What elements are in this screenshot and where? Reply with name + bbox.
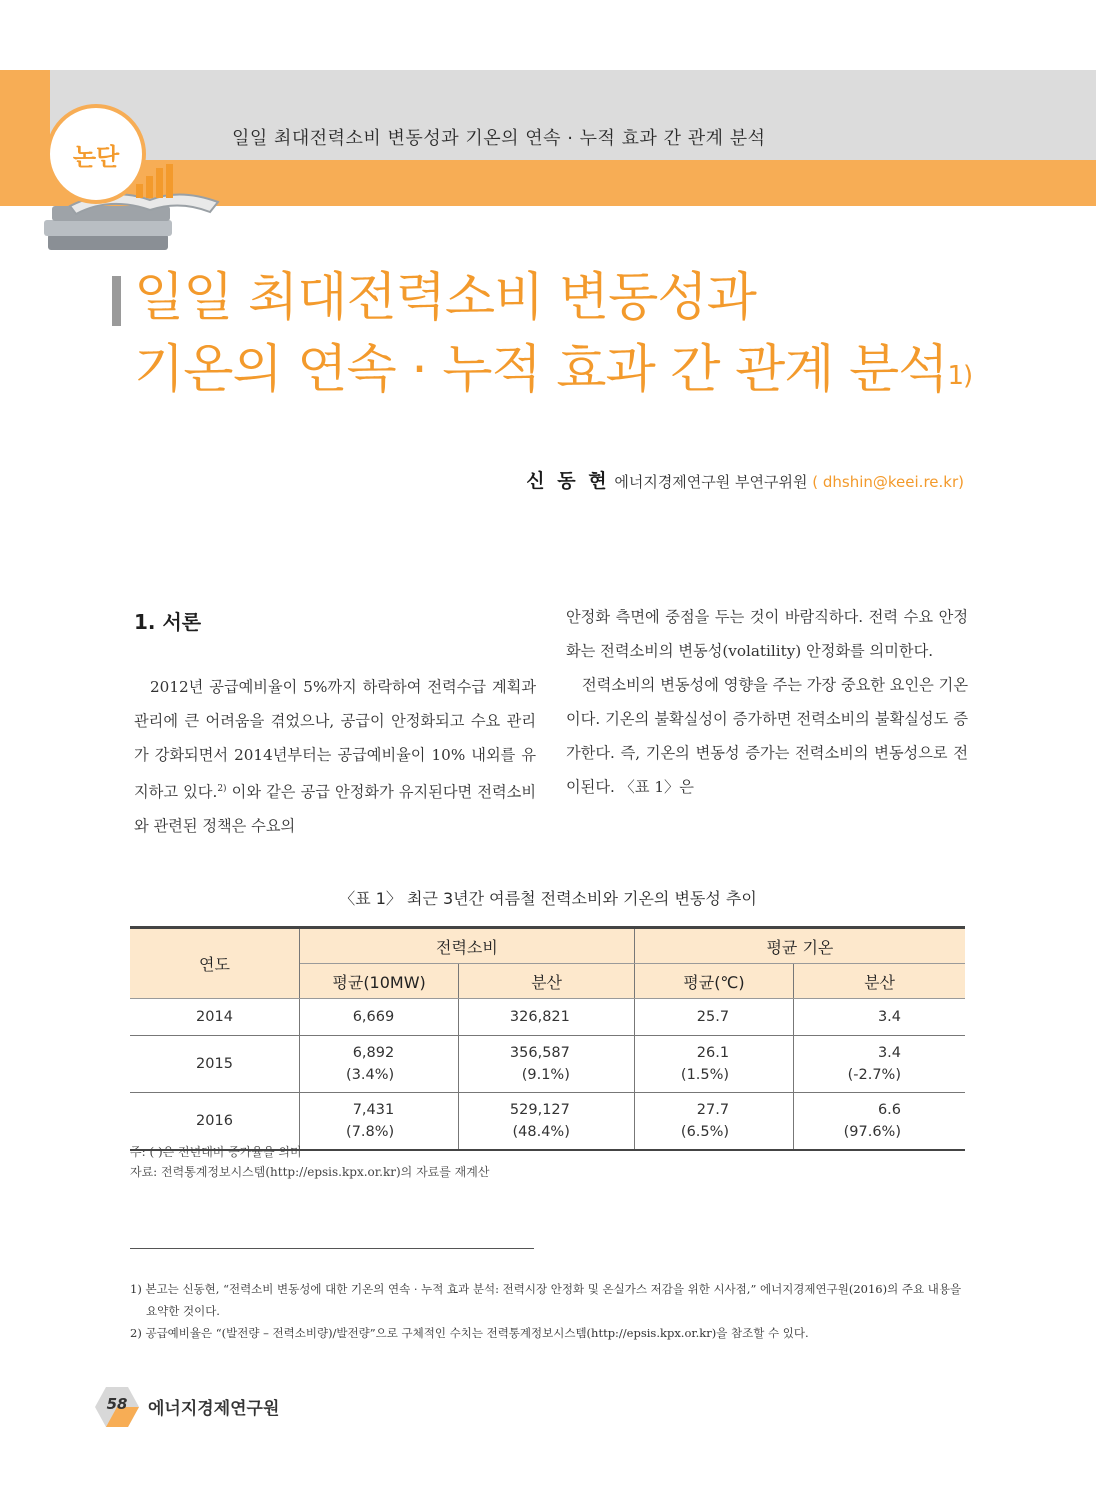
cell-value: 3.4 <box>877 1009 901 1025</box>
cell-change: (97.6%) <box>843 1124 901 1140</box>
body-column-right <box>566 600 968 804</box>
value-cell <box>794 1036 965 1093</box>
title-accent-bar <box>112 276 121 326</box>
subheader-temp-variance: 분산 <box>794 964 965 999</box>
cell-value: 529,127 <box>509 1102 570 1118</box>
year-cell: 2016 <box>130 1093 300 1151</box>
cell-change: (3.4%) <box>346 1067 395 1083</box>
value-cell <box>459 1036 635 1093</box>
body-paragraph: 전력소비의 변동성에 영향을 주는 가장 중요한 요인은 기온이다. 기온의 불확실성이 증가하면 전력소비의 불확실성도 증가한다. 즉, 기온의 변동성 증가는 전력소비의 변동성으로 전이된다. 〈표 1〉은 <box>566 676 968 796</box>
cell-change: (1.5%) <box>680 1067 730 1083</box>
cell-value: 6,669 <box>352 1009 395 1025</box>
data-table <box>130 926 965 1151</box>
cell-value: 26.1 <box>696 1045 730 1061</box>
article-title <box>134 262 1034 406</box>
year-cell: 2014 <box>130 999 300 1036</box>
cell-change: (9.1%) <box>521 1067 570 1083</box>
cell-value: 27.7 <box>696 1102 730 1118</box>
cell-value: 6,892 <box>352 1045 395 1061</box>
title-line-2-text: 기온의 연속 · 누적 효과 간 관계 분석 <box>134 340 948 400</box>
header-year: 연도 <box>130 928 300 999</box>
page-number: 58 <box>106 1395 128 1413</box>
cell-value: 7,431 <box>352 1102 395 1118</box>
subheader-power-mean: 평균(10MW) <box>300 964 459 999</box>
year-cell: 2015 <box>130 1036 300 1093</box>
title-line-1: 일일 최대전력소비 변동성과 <box>134 268 756 328</box>
body-paragraph <box>134 670 536 843</box>
table-row <box>130 999 965 1036</box>
section-heading: 1. 서론 <box>134 610 202 634</box>
header-power-consumption: 전력소비 <box>300 928 635 964</box>
body-text: 이와 같은 공급 안정화가 유지된다면 전력소비와 관련된 정책은 수요의 <box>134 783 537 836</box>
header-band <box>0 70 1096 206</box>
footnote-2: 2) 공급예비율은 “(발전량 – 전력소비량)/발전량”으로 구체적인 수치는 전력통계정보시스템(http://epsis.kpx.or.kr)을 참조할 수 있다. <box>130 1326 809 1340</box>
author-affiliation: 에너지경제연구원 부연구위원 <box>614 473 808 491</box>
table-source: 자료: 전력통계정보시스템(http://epsis.kpx.or.kr)의 자료를 재계산 <box>130 1165 490 1179</box>
value-cell <box>794 999 965 1036</box>
subheader-power-variance: 분산 <box>459 964 635 999</box>
header-avg-temperature: 평균 기온 <box>634 928 965 964</box>
value-cell <box>300 999 459 1036</box>
cell-change: (48.4%) <box>512 1124 570 1140</box>
body-column-left <box>134 670 536 843</box>
title-footnote-ref: 1) <box>947 361 973 391</box>
cell-value: 326,821 <box>509 1009 570 1025</box>
author-name: 신 동 현 <box>526 470 610 492</box>
table-caption: 〈표 1〉 최근 3년간 여름철 전력소비와 기온의 변동성 추이 <box>339 889 757 908</box>
footnote-1: 1) 본고는 신동현, “전력소비 변동성에 대한 기온의 연속 · 누적 효과 분석: 전력시장 안정화 및 온실가스 저감을 위한 시사점,” 에너지경제연구원(2016)의 주요 내용을 요약한 것이다. <box>130 1282 962 1318</box>
byline <box>526 466 964 493</box>
cell-change: (6.5%) <box>680 1124 730 1140</box>
body-text: 2012년 공급예비율이 5%까지 하락하여 전력수급 계획과 관리에 큰 어려움을 겪었으나, 공급이 안정화되고 수요 관리가 강화되면서 2014년부터는 공급예비율이 10% 내외를 유지하고 있다. <box>134 678 536 802</box>
footnotes <box>130 1278 970 1344</box>
table-header-row <box>130 928 965 964</box>
value-cell <box>300 1036 459 1093</box>
footer-organization: 에너지경제연구원 <box>148 1399 280 1419</box>
section-badge: 논단 <box>46 104 146 204</box>
footnote-divider <box>130 1248 534 1249</box>
cell-value: 6.6 <box>877 1102 901 1118</box>
table-note: 주: ( )은 전년대비 증가율을 의미 <box>130 1145 302 1159</box>
cell-change: (-2.7%) <box>847 1067 901 1083</box>
cell-value: 356,587 <box>509 1045 570 1061</box>
value-cell <box>459 999 635 1036</box>
value-cell <box>634 1093 793 1151</box>
value-cell <box>794 1093 965 1151</box>
table-notes <box>130 1142 489 1182</box>
author-email: ( dhshin@keei.re.kr) <box>812 473 964 491</box>
cell-value: 25.7 <box>696 1009 730 1025</box>
subheader-temp-mean: 평균(℃) <box>634 964 793 999</box>
cell-change: (7.8%) <box>346 1124 395 1140</box>
value-cell <box>634 999 793 1036</box>
running-title: 일일 최대전력소비 변동성과 기온의 연속 · 누적 효과 간 관계 분석 <box>232 128 766 149</box>
cell-value: 3.4 <box>877 1045 901 1061</box>
title-line-2 <box>134 334 1034 406</box>
value-cell <box>634 1036 793 1093</box>
footnote-ref: 2) <box>217 784 227 794</box>
body-paragraph: 안정화 측면에 중점을 두는 것이 바람직하다. 전력 수요 안정화는 전력소비의 변동성(volatility) 안정화를 의미한다. <box>566 608 968 660</box>
table-row <box>130 1036 965 1093</box>
